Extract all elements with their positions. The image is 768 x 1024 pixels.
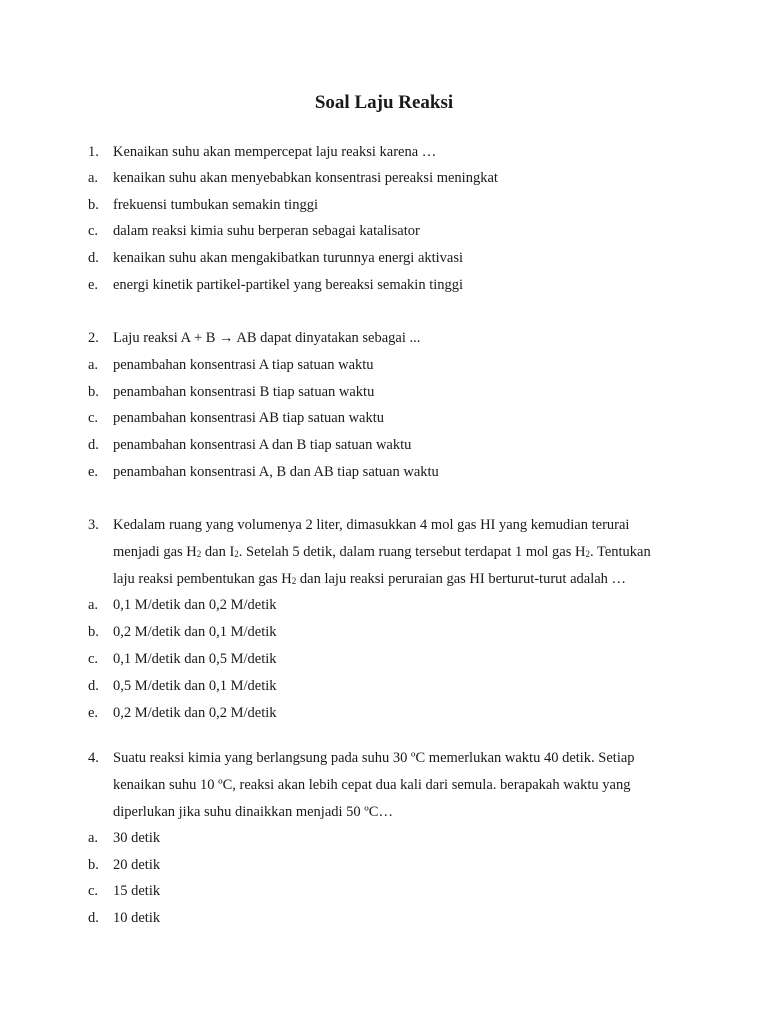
subscript: 2 [196,549,202,559]
option-letter: d. [88,250,99,266]
text-segment: . Setelah 5 detik, dalam ruang tersebut terdapat 1 mol gas H [238,544,586,560]
option-4c [88,879,160,903]
option-letter: b. [88,624,99,640]
question-number: 2. [88,330,99,346]
option-2d [88,433,411,457]
question-text-line-1: Kedalam ruang yang volumenya 2 liter, dimasukkan 4 mol gas HI yang kemudian terurai [113,517,630,533]
option-2c [88,406,384,430]
option-1e [88,273,463,297]
option-letter: b. [88,857,99,873]
option-text: kenaikan suhu akan menyebabkan konsentrasi pereaksi meningkat [113,170,498,186]
option-letter: c. [88,223,99,239]
option-letter: c. [88,883,99,899]
option-letter: a. [88,597,99,613]
question-text-line-2: kenaikan suhu 10 ºC, reaksi akan lebih cepat dua kali dari semula. berapakah waktu yang [113,777,631,793]
option-text: 0,2 M/detik dan 0,2 M/detik [113,705,277,721]
option-text: 0,2 M/detik dan 0,1 M/detik [113,624,277,640]
subscript: 2 [234,549,239,559]
question-3 [88,513,629,537]
option-letter: a. [88,170,99,186]
question-number: 3. [88,517,99,533]
option-letter: b. [88,384,99,400]
option-2a [88,353,374,377]
question-2 [88,326,420,350]
option-text: 30 detik [113,830,161,846]
option-letter: d. [88,678,99,694]
option-text: penambahan konsentrasi A dan B tiap satuan waktu [113,437,412,453]
option-text: penambahan konsentrasi A, B dan AB tiap satuan waktu [113,464,439,480]
question-number: 4. [88,750,99,766]
option-text: 0,5 M/detik dan 0,1 M/detik [113,678,277,694]
text-segment: dan I [201,544,235,560]
option-text: energi kinetik partikel-partikel yang bereaksi semakin tinggi [113,277,464,293]
question-text-line-1: Suatu reaksi kimia yang berlangsung pada suhu 30 ºC memerlukan waktu 40 detik. Setiap [113,750,635,766]
option-text: dalam reaksi kimia suhu berperan sebagai katalisator [113,223,420,239]
option-1a [88,166,498,190]
option-letter: e. [88,705,99,721]
option-letter: e. [88,464,99,480]
subscript: 2 [291,576,297,586]
text-segment: laju reaksi pembentukan gas H [113,571,292,587]
option-2e [88,460,439,484]
option-text: 15 detik [113,883,161,899]
option-1c [88,219,420,243]
option-4d [88,906,160,930]
option-text: 20 detik [113,857,161,873]
question-text-line-2 [113,539,651,565]
option-3c [88,647,277,671]
question-4 [88,746,635,770]
option-2b [88,380,374,404]
text-segment: . Tentukan [589,544,651,560]
option-text: penambahan konsentrasi B tiap satuan waktu [113,384,375,400]
option-3a [88,593,277,617]
option-4b [88,853,160,877]
option-letter: a. [88,830,99,846]
option-text: 0,1 M/detik dan 0,2 M/detik [113,597,277,613]
option-1d [88,246,463,270]
question-1 [88,140,436,164]
question-text: Kenaikan suhu akan mempercepat laju reaksi karena … [113,144,437,160]
text-segment: dan laju reaksi peruraian gas HI berturut-turut adalah … [296,571,627,587]
question-text-line-3: diperlukan jika suhu dinaikkan menjadi 50 ºC… [113,804,393,820]
question-text-line-3 [113,566,626,592]
option-text: penambahan konsentrasi A tiap satuan waktu [113,357,374,373]
option-3d [88,674,277,698]
option-3e [88,701,277,725]
option-4a [88,826,160,850]
text-segment: menjadi gas H [113,544,197,560]
question-text: Laju reaksi A + B → AB dapat dinyatakan sebagai ... [113,330,421,346]
option-letter: c. [88,410,99,426]
option-letter: d. [88,910,99,926]
page-title: Soal Laju Reaksi [314,92,454,113]
question-number: 1. [88,144,99,160]
option-text: frekuensi tumbukan semakin tinggi [113,197,318,213]
option-1b [88,193,318,217]
subscript: 2 [585,549,590,559]
option-letter: c. [88,651,99,667]
option-letter: b. [88,197,99,213]
option-letter: d. [88,437,99,453]
option-text: kenaikan suhu akan mengakibatkan turunnya energi aktivasi [113,250,464,266]
option-letter: a. [88,357,99,373]
option-3b [88,620,277,644]
option-text: penambahan konsentrasi AB tiap satuan waktu [113,410,385,426]
option-text: 0,1 M/detik dan 0,5 M/detik [113,651,277,667]
option-letter: e. [88,277,99,293]
option-text: 10 detik [113,910,161,926]
